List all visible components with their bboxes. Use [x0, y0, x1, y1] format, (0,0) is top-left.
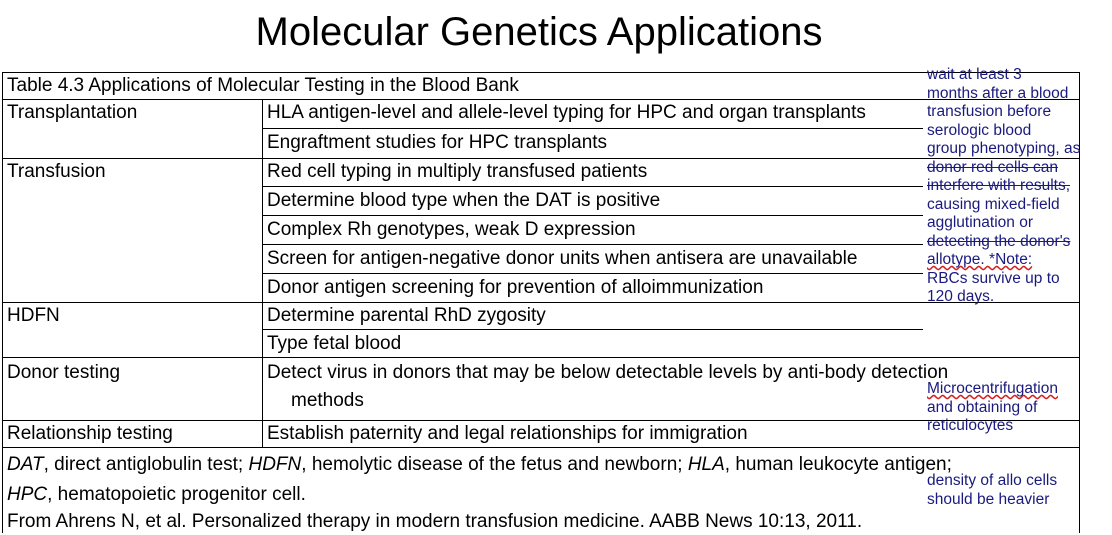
item-cell: methods [291, 390, 364, 411]
slide-title: Molecular Genetics Applications [255, 10, 823, 54]
item-cell: Determine blood type when the DAT is positive [267, 190, 661, 211]
source-line: From Ahrens N, et al. Personalized therapy in modern transfusion medicine. AABB News 10:13, 2011. [7, 511, 863, 532]
sub-divider [263, 128, 923, 129]
sub-divider [263, 244, 923, 245]
category-cell: HDFN [7, 305, 60, 326]
table-row [3, 358, 1079, 421]
item-cell: Engraftment studies for HPC transplants [267, 132, 608, 153]
table-caption-row [3, 73, 1079, 100]
table-row [3, 303, 1079, 358]
footnote-abbr: HDFN [248, 454, 302, 475]
footnote-def: , hematopoietic progenitor cell. [47, 484, 306, 505]
footnote-abbr: DAT [7, 454, 44, 475]
footnote-abbr: HLA [687, 454, 725, 475]
footnote-line-2 [7, 482, 306, 508]
item-cell: Type fetal blood [267, 333, 402, 354]
category-cell: Donor testing [7, 362, 121, 383]
item-cell: Detect virus in donors that may be below detectable levels by anti-body detection [267, 362, 949, 383]
footnote-def: , hemolytic disease of the fetus and newborn; [301, 454, 688, 475]
item-cell: Determine parental RhD zygosity [267, 305, 546, 326]
item-cell: Establish paternity and legal relationships for immigration [267, 423, 748, 444]
sub-divider [263, 273, 923, 274]
footnote-def: , direct antiglobulin test; [43, 454, 249, 475]
applications-table [2, 72, 1080, 533]
item-cell: HLA antigen-level and allele-level typing for HPC and organ transplants [267, 102, 866, 123]
footnote-def: , human leukocyte antigen; [724, 454, 952, 475]
annotation-note-transfusion-wait: wait at least 3 months after a blood transfusion before serologic blood group phenotyping, as donor red cells can interfere with results, causing mixed-field agglutination or detecting the donor's allotype. *Note: RBCs survive up to 120 days. [927, 66, 1081, 305]
table-row [3, 100, 1079, 159]
sub-divider [263, 215, 923, 216]
footnote-abbr: HPC [7, 484, 48, 505]
item-cell: Red cell typing in multiply transfused patients [267, 161, 648, 182]
table-caption: Table 4.3 Applications of Molecular Testing in the Blood Bank [7, 75, 519, 96]
annotation-note-microcentrifugation: Microcentrifugation and obtaining of reticulocytes [927, 380, 1058, 434]
footnote-line-1 [7, 452, 952, 478]
sub-divider [263, 329, 923, 330]
sub-divider [263, 186, 923, 187]
annotation-note-density: density of allo cells should be heavier [927, 472, 1058, 508]
item-cell: Screen for antigen-negative donor units when antisera are unavailable [267, 248, 858, 269]
table-row [3, 421, 1079, 448]
category-cell: Transplantation [7, 102, 138, 123]
category-cell: Transfusion [7, 161, 106, 182]
item-cell: Donor antigen screening for prevention of alloimmunization [267, 277, 764, 298]
column-divider [262, 100, 263, 448]
item-cell: Complex Rh genotypes, weak D expression [267, 219, 636, 240]
table-row [3, 159, 1079, 303]
category-cell: Relationship testing [7, 423, 173, 444]
